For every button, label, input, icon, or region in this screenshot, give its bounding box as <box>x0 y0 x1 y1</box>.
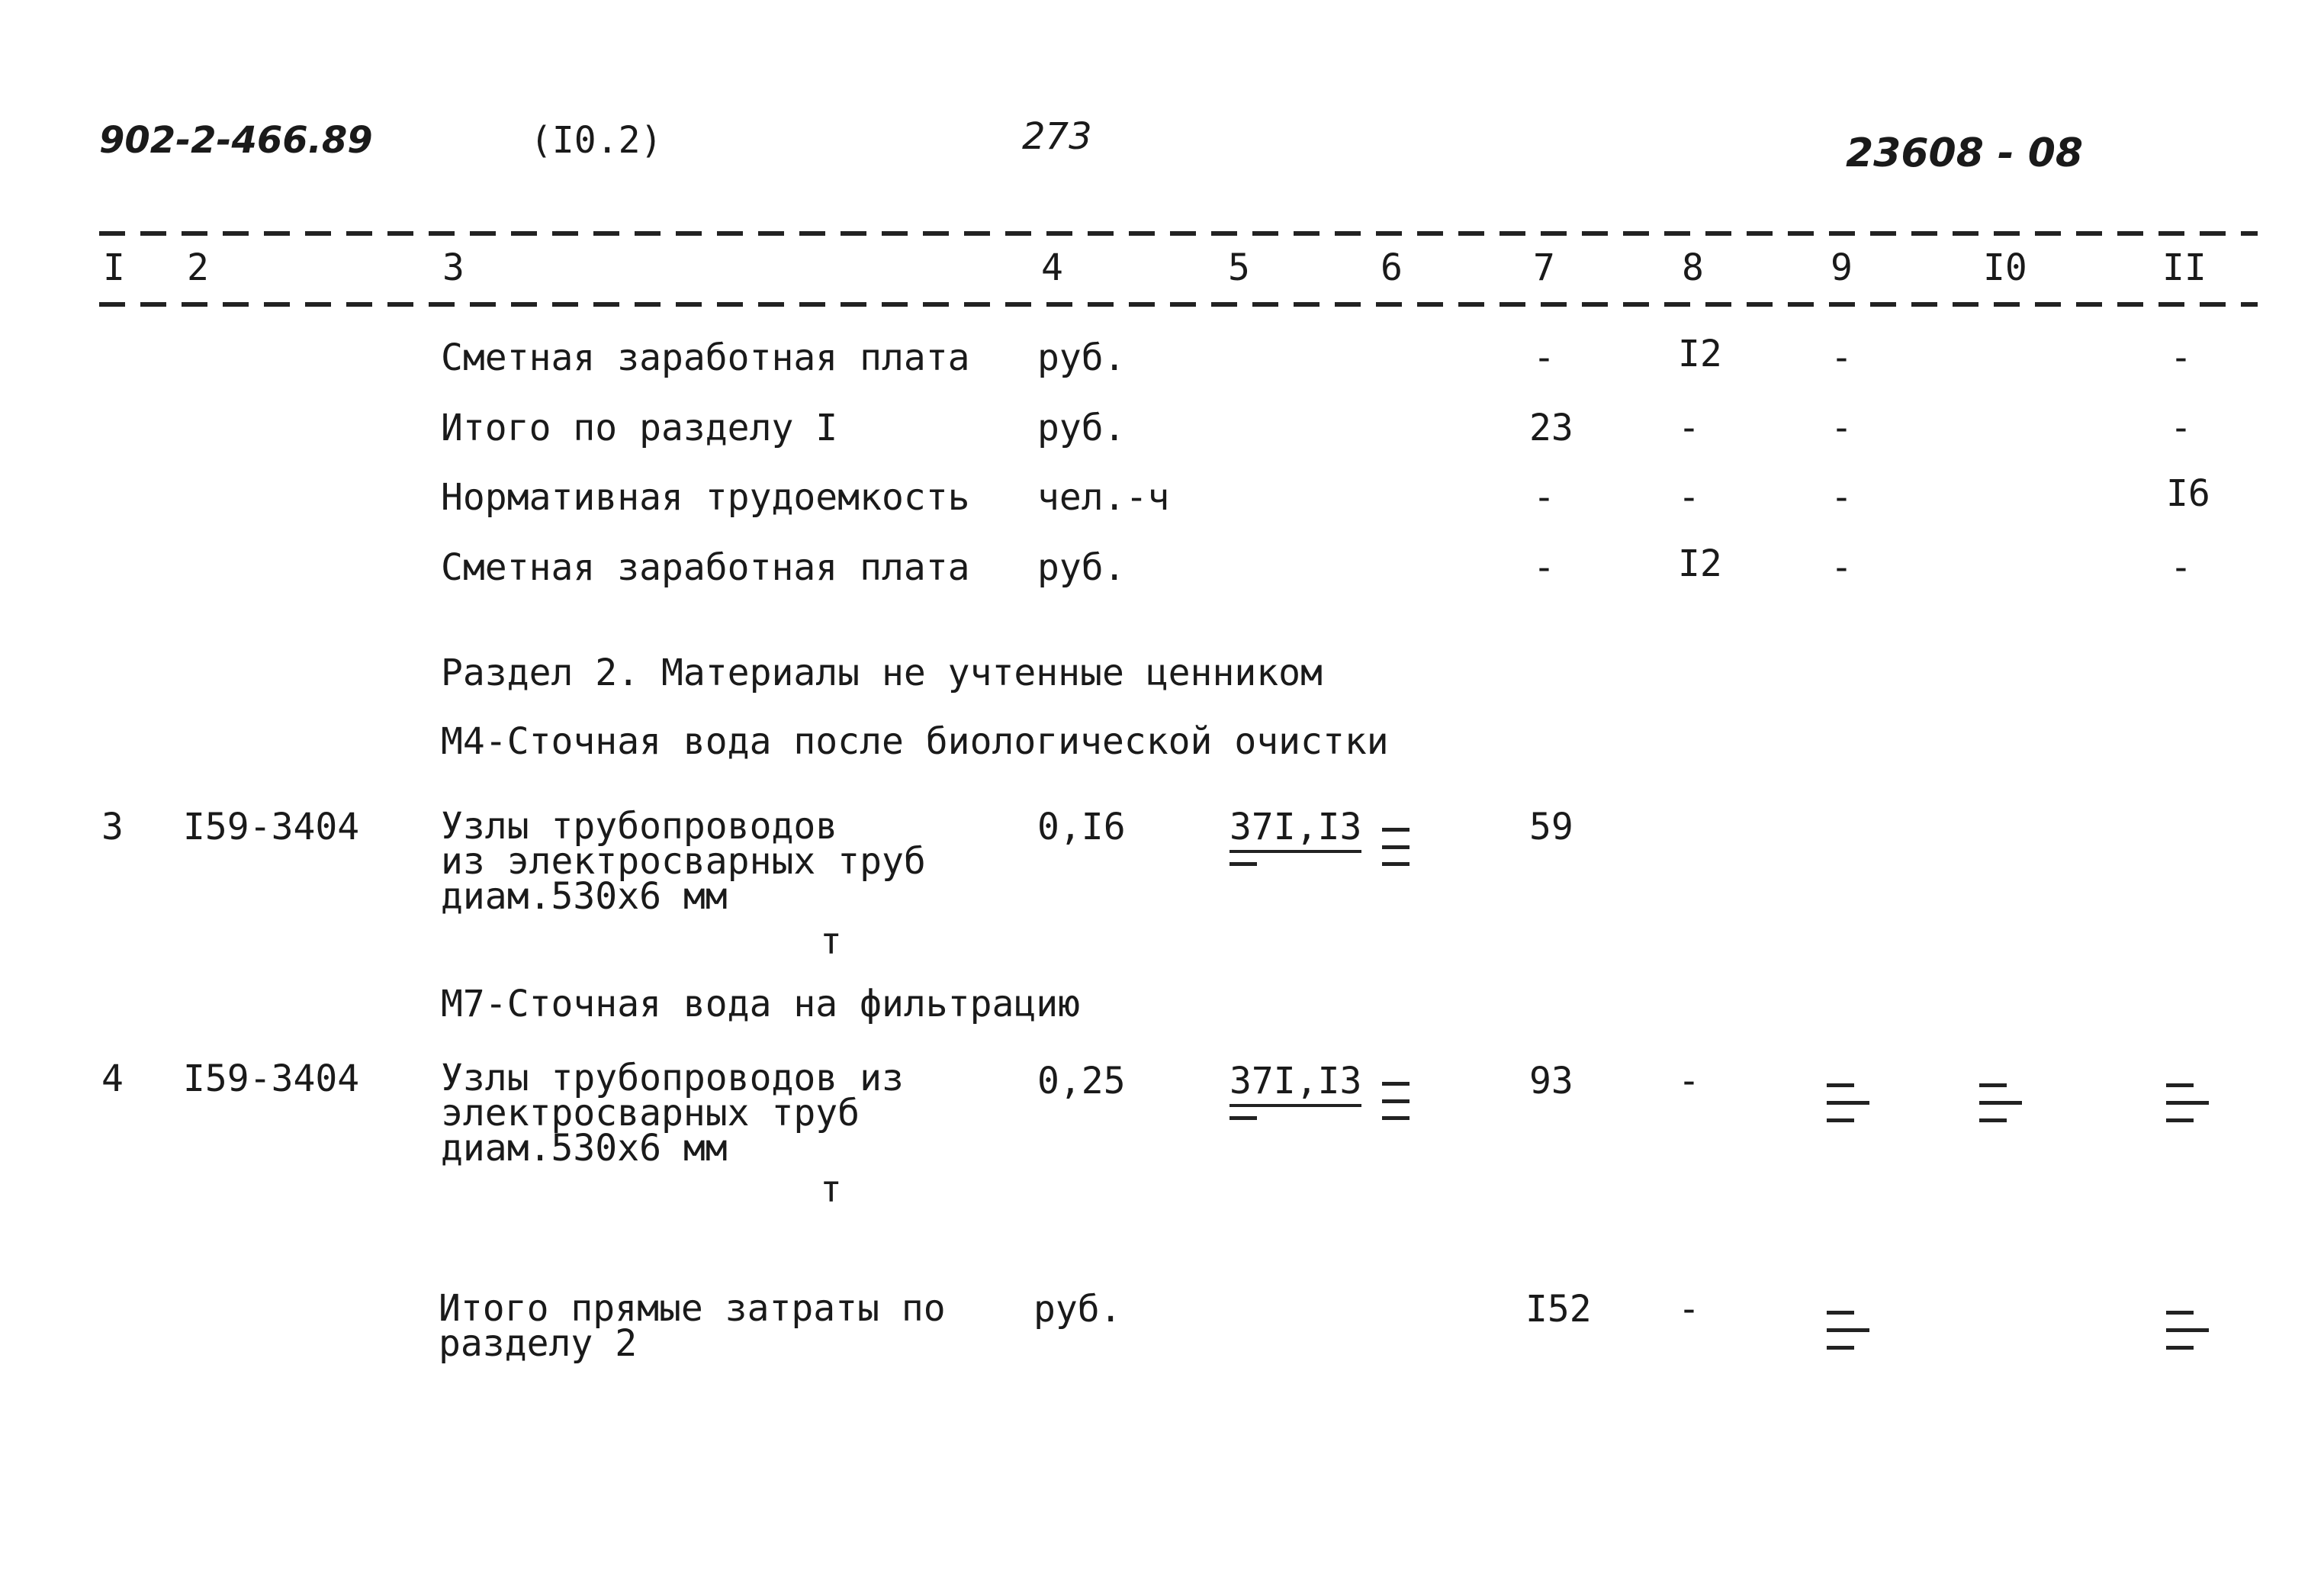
row-col9: - <box>1831 546 1853 589</box>
section-2-title: Раздел 2. Материалы не учтенные ценником <box>441 652 1323 694</box>
dash-mark <box>1230 862 1257 866</box>
document-number: 902-2-466.89 <box>99 119 373 162</box>
item-col8: - <box>1678 1060 1700 1102</box>
dash-mark <box>1382 1099 1410 1103</box>
row-col9: - <box>1831 407 1853 449</box>
group-heading-m4: М4-Сточная вода после биологической очистки <box>441 720 1389 763</box>
item-quantity: 0,25 <box>1037 1060 1126 1102</box>
row-col11: - <box>2170 407 2192 449</box>
dash-mark <box>1382 845 1410 849</box>
col-header-1: I <box>103 246 125 289</box>
col-header-6: 6 <box>1381 246 1403 289</box>
item-name: Узлы трубопроводов из электросварных труб диам.530х6 мм <box>441 1057 904 1170</box>
item-quantity: 0,I6 <box>1037 806 1126 848</box>
dash-mark <box>2166 1328 2209 1332</box>
item-unit: т <box>820 1168 842 1211</box>
item-number: 3 <box>101 806 124 848</box>
row-col11: I6 <box>2166 472 2210 515</box>
row-name: Сметная заработная плата <box>441 336 970 379</box>
dash-mark <box>2166 1346 2194 1350</box>
col-header-3: 3 <box>442 246 464 289</box>
dash-mark <box>1827 1311 1854 1315</box>
row-col9: - <box>1831 476 1853 519</box>
item-unit-price: 37I,I3 <box>1230 1063 1361 1099</box>
page-number: 273 <box>1022 115 1092 158</box>
row-name: Итого по разделу I <box>441 407 838 449</box>
dash-mark <box>1382 1082 1410 1086</box>
row-col11: - <box>2170 546 2192 589</box>
item-name: Узлы трубопроводов из электросварных труб диам.530х6 мм <box>441 805 926 918</box>
dash-mark <box>2166 1118 2194 1122</box>
item-number: 4 <box>101 1057 124 1100</box>
row-col8: I2 <box>1678 333 1722 375</box>
dash-mark <box>2166 1101 2209 1105</box>
header-bottom-rule <box>99 302 2258 307</box>
dash-mark <box>1230 1116 1257 1120</box>
dash-mark <box>1827 1101 1869 1105</box>
dash-mark <box>2166 1311 2194 1315</box>
group-heading-m7: М7-Сточная вода на фильтрацию <box>441 983 1081 1025</box>
col-header-5: 5 <box>1228 246 1250 289</box>
archive-stamp-number: 23608 - 08 <box>1846 130 2084 176</box>
total-col8: - <box>1678 1288 1700 1331</box>
dash-mark <box>1827 1118 1854 1122</box>
row-unit: руб. <box>1037 336 1126 379</box>
dash-mark <box>1382 862 1410 866</box>
total-unit: руб. <box>1033 1288 1122 1331</box>
row-col8: - <box>1678 476 1700 519</box>
dash-mark <box>2166 1083 2194 1087</box>
header-top-rule <box>99 231 2258 236</box>
section-code: (I0.2) <box>530 119 663 162</box>
dash-mark <box>1979 1101 2022 1105</box>
col-header-9: 9 <box>1831 246 1853 289</box>
col-header-8: 8 <box>1682 246 1704 289</box>
row-name: Сметная заработная плата <box>441 546 970 589</box>
item-col7: 93 <box>1529 1060 1573 1102</box>
item-code: I59-3404 <box>183 1057 360 1100</box>
col-header-10: I0 <box>1983 246 2027 289</box>
col-header-4: 4 <box>1041 246 1063 289</box>
item-unit: т <box>820 920 842 963</box>
dash-mark <box>1979 1083 2007 1087</box>
col-header-11: II <box>2162 246 2207 289</box>
total-col7: I52 <box>1525 1288 1592 1331</box>
row-unit: руб. <box>1037 407 1126 449</box>
row-col8: - <box>1678 407 1700 449</box>
row-col7: - <box>1533 476 1555 519</box>
row-col7: - <box>1533 546 1555 589</box>
row-col7: 23 <box>1529 407 1573 449</box>
item-unit-price: 37I,I3 <box>1230 809 1361 845</box>
row-col7: - <box>1533 336 1555 379</box>
dash-mark <box>1827 1328 1869 1332</box>
dash-mark <box>1979 1118 2007 1122</box>
row-unit: руб. <box>1037 546 1126 589</box>
total-name: Итого прямые затраты по разделу 2 <box>439 1287 946 1365</box>
row-col9: - <box>1831 336 1853 379</box>
dash-mark <box>1827 1083 1854 1087</box>
row-unit: чел.-ч <box>1037 476 1170 519</box>
col-header-2: 2 <box>187 246 209 289</box>
item-col7: 59 <box>1529 806 1573 848</box>
item-code: I59-3404 <box>183 806 360 848</box>
row-col8: I2 <box>1678 542 1722 585</box>
row-name: Нормативная трудоемкость <box>441 476 970 519</box>
col-header-7: 7 <box>1533 246 1555 289</box>
row-col11: - <box>2170 336 2192 379</box>
dash-mark <box>1382 828 1410 832</box>
dash-mark <box>1382 1116 1410 1120</box>
dash-mark <box>1827 1346 1854 1350</box>
